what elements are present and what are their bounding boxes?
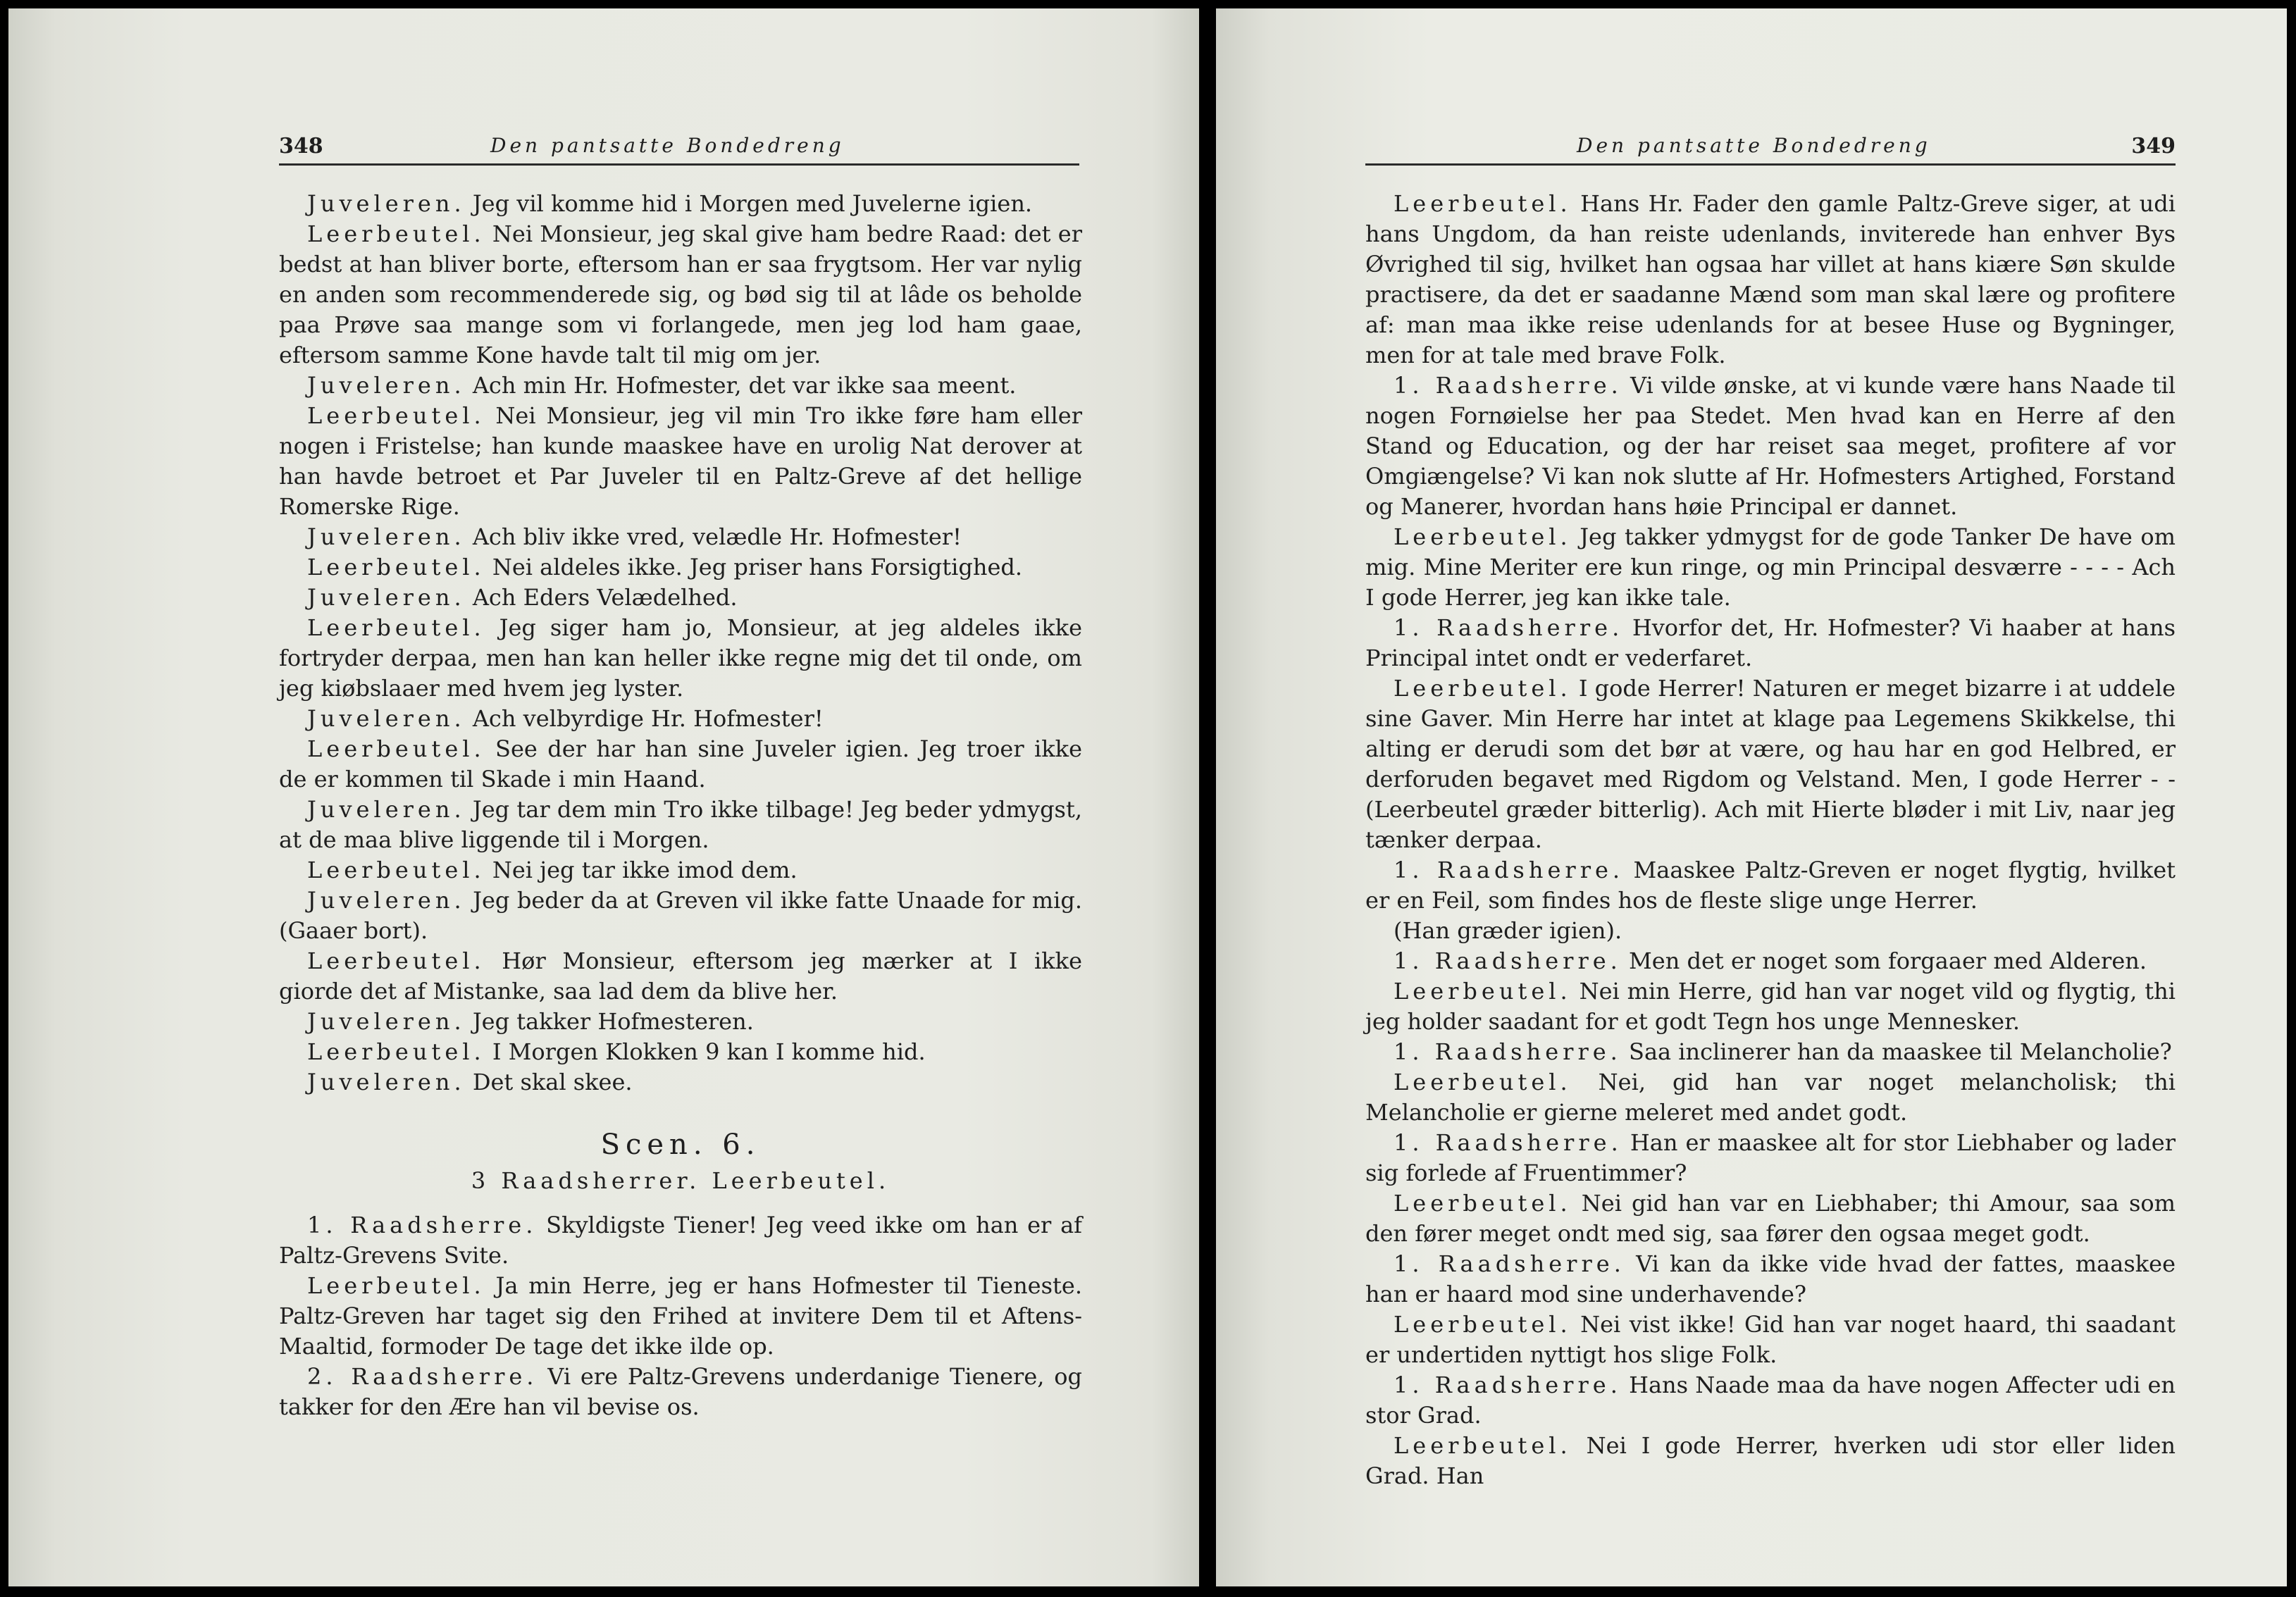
- dialogue-text: Jeg vil komme hid i Morgen med Juvelerne igien.: [465, 190, 1033, 217]
- dialogue-paragraph: [1365, 371, 2176, 522]
- dialogue-paragraph: [1365, 946, 2176, 976]
- dialogue-paragraph: [1365, 1431, 2176, 1491]
- dialogue-text: Ach velbyrdige Hr. Hofmester!: [465, 705, 824, 732]
- dialogue-paragraph: [1365, 976, 2176, 1037]
- dialogue-text: Vi kan da ikke vide hvad der fattes, maaskee han er haard mod sine underhavende?: [1365, 1250, 2176, 1307]
- dialogue-text: Nei jeg tar ikke imod dem.: [485, 857, 798, 883]
- dialogue-text: Ja min Herre, jeg er hans Hofmester til Tieneste. Paltz-Greven har taget sig den Frihed at invitere Dem til et Aftens-Maaltid, formoder De tage det ikke ilde op.: [279, 1272, 1082, 1360]
- scene-title: Scen. 6.: [600, 1129, 761, 1161]
- dialogue-paragraph: [279, 886, 1082, 946]
- dialogue-text: Det skal skee.: [465, 1069, 633, 1095]
- dialogue-text: (Han græder igien).: [1394, 917, 1622, 944]
- dialogue-paragraph: [279, 1362, 1082, 1422]
- speaker-name: 1. Raadsherre.: [1394, 947, 1622, 974]
- dialogue-paragraph: [1365, 1067, 2176, 1128]
- dialogue-text: I gode Herrer! Naturen er meget bizarre i at uddele sine Gaver. Min Herre har intet at klage paa Legemens Skikkelse, thi alting er derudi som det bør at være, og hau har en god Helbred, er derforuden begavet med Rigdom og Velstand. Men, I gode Herrer - - (Leerbeutel græder bitterlig). Ach mit Hierte bløder i mit Liv, naar jeg tænker derpaa.: [1365, 675, 2176, 853]
- speaker-name: 1. Raadsherre.: [1394, 614, 1624, 641]
- speaker-name: Juveleren.: [307, 887, 466, 914]
- dialogue-block: [279, 1210, 1082, 1422]
- dialogue-paragraph: [1365, 189, 2176, 371]
- scene-cast: 3 Raadsherrer. Leerbeutel.: [471, 1167, 891, 1194]
- dialogue-text: Skyldigste Tiener! Jeg veed ikke om han er af Paltz-Grevens Svite.: [279, 1212, 1083, 1269]
- dialogue-paragraph: [279, 795, 1082, 855]
- dialogue-paragraph: [1365, 1370, 2176, 1431]
- speaker-name: Leerbeutel.: [1394, 1069, 1572, 1095]
- dialogue-text: Ach Eders Velædelhed.: [465, 584, 738, 611]
- speaker-name: Leerbeutel.: [307, 1038, 485, 1065]
- dialogue-paragraph: [279, 583, 1082, 613]
- speaker-name: Leerbeutel.: [307, 947, 485, 974]
- speaker-name: 1. Raadsherre.: [1394, 1250, 1625, 1277]
- dialogue-text: Maaskee Paltz-Greven er noget flygtig, hvilket er en Feil, som findes hos de fleste slige unge Herrer.: [1365, 857, 2176, 914]
- speaker-name: Juveleren.: [307, 584, 466, 611]
- dialogue-paragraph: [1365, 916, 2176, 946]
- speaker-name: Juveleren.: [307, 372, 466, 399]
- speaker-name: 1. Raadsherre.: [1394, 1129, 1622, 1156]
- speaker-name: Leerbeutel.: [1394, 1190, 1572, 1217]
- speaker-name: Leerbeutel.: [1394, 190, 1572, 217]
- speaker-name: Leerbeutel.: [307, 614, 485, 641]
- dialogue-text: Jeg beder da at Greven vil ikke fatte Unaade for mig. (Gaaer bort).: [279, 887, 1082, 944]
- dialogue-paragraph: [1365, 613, 2176, 673]
- dialogue-text: Vi vilde ønske, at vi kunde være hans Naade til nogen Fornøielse her paa Stedet. Men hvad kan en Herre af den Stand og Education, og der har reiset saa meget, profitere af vor Omgiængelse? Vi kan nok slutte af Hr. Hofmesters Artighed, Forstand og Manerer, hvordan hans høie Principal er dannet.: [1365, 372, 2176, 520]
- dialogue-block: [279, 189, 1082, 1098]
- dialogue-paragraph: [279, 522, 1082, 552]
- dialogue-paragraph: [1365, 855, 2176, 916]
- dialogue-text: Hans Hr. Fader den gamle Paltz-Greve siger, at udi hans Ungdom, da han reiste udenlands, inviterede han enhver Bys Øvrighed til sig, hvilket han ogsaa har villet at hans kiære Søn skulde practisere, da det er saadanne Mænd som man skal lære og profitere af: man maa ikke reise udenlands for at besee Huse og Bygninger, men for at tale med brave Folk.: [1365, 190, 2176, 368]
- dialogue-paragraph: [279, 1007, 1082, 1037]
- dialogue-text: See der har han sine Juveler igien. Jeg troer ikke de er kommen til Skade i min Haand.: [279, 735, 1082, 793]
- dialogue-text: Jeg takker ydmygst for de gode Tanker De have om mig. Mine Meriter ere kun ringe, og min Principal desværre - - - - Ach I gode Herrer, jeg kan ikke tale.: [1365, 523, 2176, 611]
- dialogue-block: [1365, 189, 2176, 1491]
- speaker-name: Leerbeutel.: [1394, 1311, 1572, 1338]
- scene-heading: [279, 1126, 1082, 1198]
- dialogue-paragraph: [1365, 1037, 2176, 1067]
- dialogue-paragraph: [279, 734, 1082, 795]
- dialogue-paragraph: [279, 371, 1082, 401]
- dialogue-paragraph: [279, 613, 1082, 704]
- speaker-name: Leerbeutel.: [307, 857, 485, 883]
- speaker-name: Leerbeutel.: [307, 220, 485, 247]
- dialogue-paragraph: [279, 401, 1082, 522]
- dialogue-paragraph: [1365, 673, 2176, 855]
- speaker-name: Juveleren.: [307, 796, 466, 823]
- dialogue-text: Ach bliv ikke vred, velædle Hr. Hofmester!: [465, 523, 962, 550]
- speaker-name: Leerbeutel.: [1394, 1432, 1572, 1459]
- speaker-name: Juveleren.: [307, 705, 466, 732]
- speaker-name: 1. Raadsherre.: [1394, 372, 1622, 399]
- dialogue-paragraph: [279, 1037, 1082, 1067]
- dialogue-text: Hør Monsieur, eftersom jeg mærker at I ikke giorde det af Mistanke, saa lad dem da blive her.: [279, 947, 1082, 1005]
- dialogue-text: Ach min Hr. Hofmester, det var ikke saa meent.: [465, 372, 1017, 399]
- page-number: 349: [2131, 134, 2176, 159]
- dialogue-text: I Morgen Klokken 9 kan I komme hid.: [485, 1038, 926, 1065]
- speaker-name: 1. Raadsherre.: [1394, 857, 1625, 883]
- speaker-name: Juveleren.: [307, 1008, 466, 1035]
- page-body: [1365, 189, 2176, 1491]
- page-body: [279, 189, 1082, 1422]
- dialogue-paragraph: [279, 704, 1082, 734]
- dialogue-text: Nei vist ikke! Gid han var noget haard, thi saadant er undertiden nyttigt hos slige Folk.: [1365, 1311, 2176, 1368]
- dialogue-text: Nei min Herre, gid han var noget vild og flygtig, thi jeg holder saadant for et godt Tegn hos unge Mennesker.: [1365, 978, 2176, 1035]
- dialogue-text: Jeg takker Hofmesteren.: [465, 1008, 754, 1035]
- dialogue-paragraph: [279, 219, 1082, 371]
- dialogue-text: Nei aldeles ikke. Jeg priser hans Forsigtighed.: [485, 554, 1023, 580]
- page-number: 348: [279, 134, 323, 159]
- page-header: [279, 127, 1079, 166]
- speaker-name: Leerbeutel.: [307, 402, 485, 429]
- speaker-name: Juveleren.: [307, 523, 466, 550]
- speaker-name: 1. Raadsherre.: [307, 1212, 538, 1238]
- dialogue-text: Nei Monsieur, jeg vil min Tro ikke føre ham eller nogen i Fristelse; han kunde maaskee have en urolig Nat derover at han havde betroet et Par Juveler til en Paltz-Greve af det hellige Romerske Rige.: [279, 402, 1082, 520]
- dialogue-paragraph: [279, 946, 1082, 1007]
- dialogue-paragraph: [1365, 1310, 2176, 1370]
- dialogue-text: Hvorfor det, Hr. Hofmester? Vi haaber at hans Principal intet ondt er vederfaret.: [1365, 614, 2176, 671]
- dialogue-text: Nei Monsieur, jeg skal give ham bedre Raad: det er bedst at han bliver borte, eftersom han er saa frygtsom. Her var nylig en anden som recommenderede sig, og bød sig til at lâde os beholde paa Prøve saa mange som vi forlangede, men jeg lod ham gaae, eftersom samme Kone havde talt til mig om jer.: [279, 220, 1082, 368]
- dialogue-paragraph: [279, 1067, 1082, 1098]
- dialogue-text: Nei I gode Herrer, hverken udi stor eller liden Grad. Han: [1365, 1432, 2176, 1489]
- dialogue-paragraph: [279, 552, 1082, 583]
- speaker-name: 1. Raadsherre.: [1394, 1372, 1622, 1398]
- dialogue-paragraph: [1365, 1128, 2176, 1188]
- page-header: [1365, 127, 2176, 166]
- speaker-name: Juveleren.: [307, 1069, 466, 1095]
- speaker-name: 1. Raadsherre.: [1394, 1038, 1622, 1065]
- dialogue-text: Han er maaskee alt for stor Liebhaber og lader sig forlede af Fruentimmer?: [1365, 1129, 2176, 1186]
- dialogue-paragraph: [279, 1210, 1082, 1271]
- speaker-name: 2. Raadsherre.: [307, 1363, 538, 1390]
- right-page: [1216, 8, 2287, 1586]
- dialogue-text: Men det er noget som forgaaer med Alderen.: [1621, 947, 2147, 974]
- dialogue-paragraph: [1365, 1249, 2176, 1310]
- dialogue-paragraph: [279, 189, 1082, 219]
- dialogue-paragraph: [279, 1271, 1082, 1362]
- speaker-name: Leerbeutel.: [1394, 523, 1572, 550]
- dialogue-paragraph: [1365, 522, 2176, 613]
- dialogue-text: Nei gid han var en Liebhaber; thi Amour, saa som den fører meget ondt med sig, saa fører den ogsaa meget godt.: [1365, 1190, 2176, 1247]
- dialogue-text: Nei, gid han var noget melancholisk; thi Melancholie er gierne meleret med andet godt.: [1365, 1069, 2176, 1126]
- dialogue-paragraph: [279, 855, 1082, 886]
- speaker-name: Leerbeutel.: [1394, 978, 1572, 1005]
- running-title: Den pantsatte Bondedreng: [490, 134, 845, 157]
- dialogue-text: Hans Naade maa da have nogen Affecter udi en stor Grad.: [1365, 1372, 2176, 1429]
- dialogue-text: Vi ere Paltz-Grevens underdanige Tienere, og takker for den Ære han vil bevise os.: [279, 1363, 1083, 1420]
- speaker-name: Leerbeutel.: [1394, 675, 1572, 702]
- running-title: Den pantsatte Bondedreng: [1577, 134, 1931, 157]
- speaker-name: Leerbeutel.: [307, 1272, 485, 1299]
- speaker-name: Leerbeutel.: [307, 735, 485, 762]
- dialogue-paragraph: [1365, 1188, 2176, 1249]
- speaker-name: Juveleren.: [307, 190, 466, 217]
- speaker-name: Leerbeutel.: [307, 554, 485, 580]
- dialogue-text: Jeg siger ham jo, Monsieur, at jeg aldeles ikke fortryder derpaa, men han kan heller ikke regne mig det til onde, om jeg kiøbslaaer med hvem jeg lyster.: [279, 614, 1082, 702]
- dialogue-text: Jeg tar dem min Tro ikke tilbage! Jeg beder ydmygst, at de maa blive liggende til i Morgen.: [279, 796, 1082, 853]
- dialogue-text: Saa inclinerer han da maaskee til Melancholie?: [1621, 1038, 2172, 1065]
- left-page: [8, 8, 1199, 1586]
